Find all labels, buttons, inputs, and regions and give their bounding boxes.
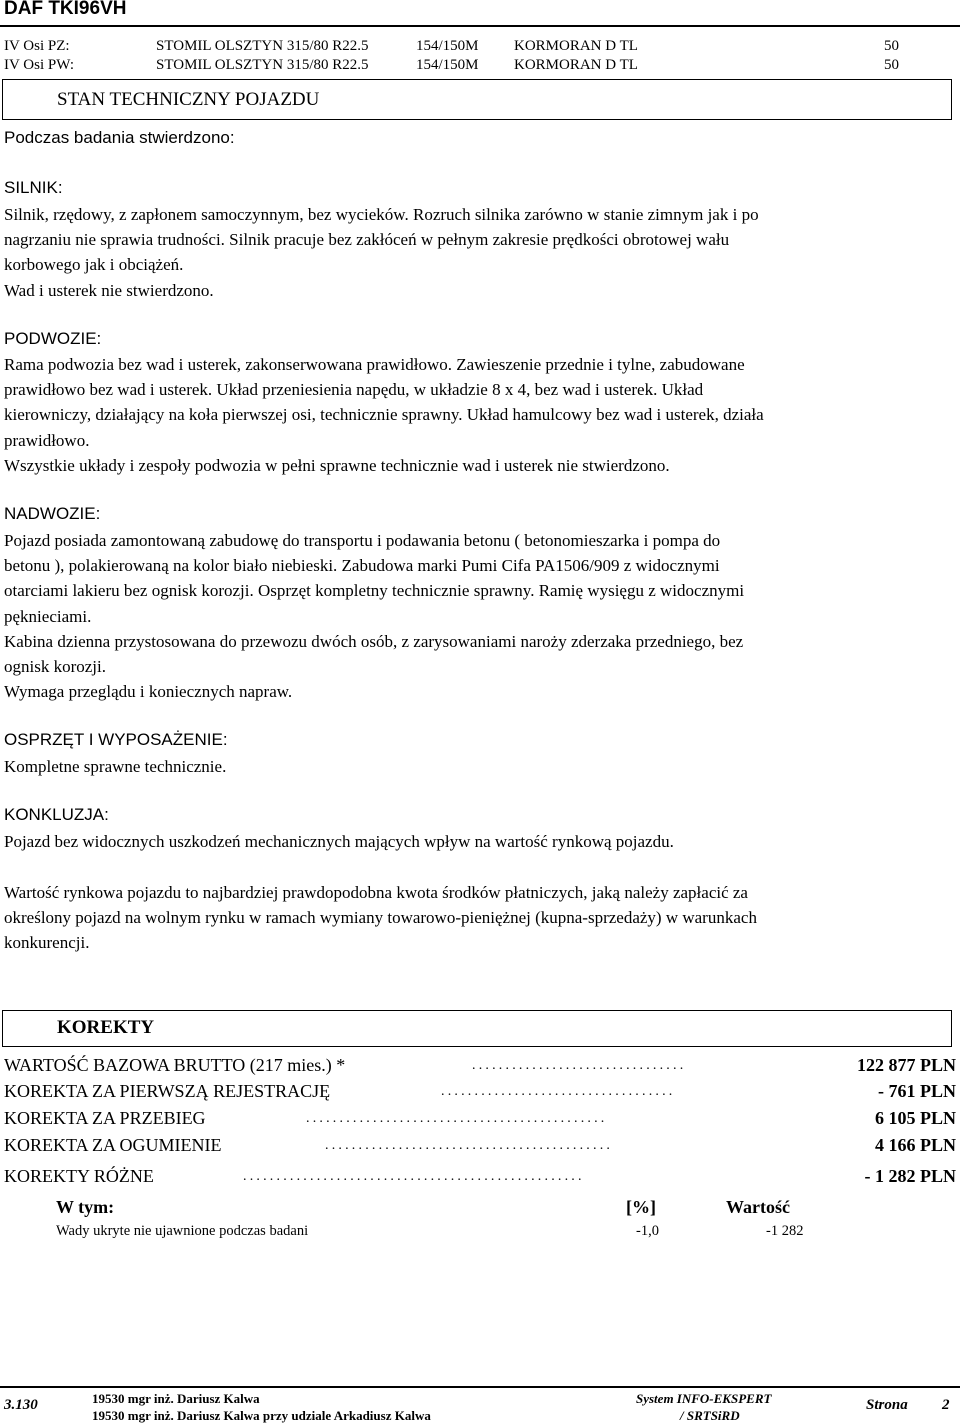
text-line: Wszystkie układy i zespoły podwozia w pełni sprawne technicznie wad i usterek nie stwierdzono. [4, 455, 670, 475]
text-line: Pojazd bez widocznych uszkodzeń mechanicznych mających wpływ na wartość rynkową pojazdu. [4, 832, 674, 851]
detail-header-label: W tym: [56, 1197, 115, 1217]
document-title: DAF TKI96VH [4, 0, 127, 19]
tire-model: KORMORAN D TL [514, 38, 638, 54]
tire-percent: 50 [884, 38, 899, 54]
text-line: nagrzaniu nie sprawia trudności. Silnik pracuje bez zakłóceń w pełnym zakresie prędkości obrotowej wału [4, 230, 730, 250]
text-line: prawidłowo. [4, 430, 90, 450]
intro-text: Podczas badania stwierdzono: [4, 128, 235, 147]
section-body-nadwozie [4, 528, 954, 704]
tire-index: 154/150M [416, 38, 479, 54]
text-line: ognisk korozji. [4, 657, 106, 677]
text-line: Rama podwozia bez wad i usterek, zakonserwowana prawidłowo. Zawieszenie przednie i tylne, zabudowane [4, 355, 745, 374]
korekty-row-label: KOREKTA ZA OGUMIENIE [4, 1135, 222, 1155]
text-line: kierowniczy, działający na koła pierwszej osi, technicznie sprawny. Układ hamulcowy bez wad i usterek, działa [4, 405, 764, 425]
tire-model: KORMORAN D TL [514, 57, 638, 73]
korekty-row-value: 6 105 PLN [875, 1108, 956, 1128]
korekty-title: KOREKTY [57, 1017, 155, 1038]
text-line: Kompletne sprawne technicznie. [4, 757, 227, 776]
market-value-definition [4, 880, 954, 956]
section-body-konkluzja [4, 829, 954, 854]
section-title-silnik: SILNIK: [4, 178, 63, 197]
header-rule [0, 25, 960, 27]
tire-axle-label: IV Osi PZ: [4, 38, 70, 54]
leader-dots: ............................................. [306, 1111, 608, 1126]
text-line: korbowego jak i obciążeń. [4, 255, 184, 275]
text-line: Wymaga przeglądu i koniecznych napraw. [4, 682, 293, 702]
section-body-silnik [4, 202, 954, 303]
section-title-konkluzja: KONKLUZJA: [4, 805, 109, 824]
text-line: Kabina dzienna przystosowana do przewozu dwóch osób, z zarysowaniami naroży zderzaka przedniego, bez [4, 631, 744, 651]
text-line: Silnik, rzędowy, z zapłonem samoczynnym, bez wycieków. Rozruch silnika zarówno w stanie zimnym jak i po [4, 205, 759, 224]
detail-row-value: -1 282 [766, 1223, 804, 1239]
text-line: określony pojazd na wolnym rynku w ramach wymiany towarowo-pieniężnej (kupna-sprzedaży) w warunkach [4, 908, 757, 928]
section-title-podwozie: PODWOZIE: [4, 329, 102, 348]
text-line: konkurencji. [4, 933, 90, 953]
korekty-row-label: KOREKTA ZA PRZEBIEG [4, 1108, 206, 1128]
footer-system-line2: / SRTSiRD [680, 1408, 740, 1423]
leader-dots: ................................ [472, 1058, 687, 1073]
korekty-row-label: WARTOŚĆ BAZOWA BRUTTO (217 mies.) * [4, 1055, 346, 1075]
footer-system-line1: System INFO-EKSPERT [636, 1391, 772, 1406]
detail-row-percent: -1,0 [636, 1223, 659, 1239]
leader-dots: ................................................... [243, 1169, 585, 1184]
korekty-row-value: - 761 PLN [878, 1081, 956, 1101]
section-body-podwozie [4, 352, 954, 478]
leader-dots: ........................................... [325, 1138, 614, 1153]
footer-author-line1: 19530 mgr inż. Dariusz Kalwa [92, 1391, 260, 1406]
detail-row-label: Wady ukryte nie ujawnione podczas badani [56, 1223, 309, 1239]
tire-percent: 50 [884, 57, 899, 73]
tire-index: 154/150M [416, 57, 479, 73]
text-line: betonu ), polakierowaną na kolor biało niebieski. Zabudowa marki Pumi Cifa PA1506/909 z widocznymi [4, 556, 720, 576]
korekty-row-value: 122 877 PLN [857, 1055, 956, 1075]
korekty-row-label: KOREKTY RÓŻNE [4, 1166, 154, 1186]
text-line: pęknieciami. [4, 606, 92, 626]
section-body-osprzet [4, 754, 954, 779]
section-title-osprzet: OSPRZĘT I WYPOSAŻENIE: [4, 730, 228, 749]
footer-author-line2: 19530 mgr inż. Dariusz Kalwa przy udziale Arkadiusz Kalwa [92, 1408, 431, 1423]
tire-brand: STOMIL OLSZTYN 315/80 R22.5 [156, 57, 369, 73]
stan-box [2, 79, 952, 120]
korekty-row-value: 4 166 PLN [875, 1135, 956, 1155]
korekty-box [2, 1010, 952, 1047]
text-line: Pojazd posiada zamontowaną zabudowę do transportu i podawania betonu ( betonomieszarka i pompa do [4, 531, 721, 550]
stan-title: STAN TECHNICZNY POJAZDU [57, 89, 320, 110]
korekty-row-label: KOREKTA ZA PIERWSZĄ REJESTRACJĘ [4, 1081, 331, 1101]
section-title-nadwozie: NADWOZIE: [4, 504, 101, 523]
leader-dots: ................................... [441, 1084, 676, 1099]
footer-rule [0, 1386, 960, 1388]
footer-page-code: 3.130 [4, 1397, 38, 1413]
footer-page-label: Strona [866, 1397, 908, 1413]
tire-axle-label: IV Osi PW: [4, 57, 75, 73]
text-line: otarciami lakieru bez ognisk korozji. Osprzęt kompletny technicznie sprawny. Ramię wysięgu z widocznymi [4, 581, 745, 601]
detail-header-value: Wartość [726, 1197, 790, 1217]
detail-header-percent: [%] [626, 1197, 656, 1217]
text-line: Wartość rynkowa pojazdu to najbardziej prawdopodobna kwota środków płatniczych, jaką należy zapłacić za [4, 883, 748, 902]
tire-brand: STOMIL OLSZTYN 315/80 R22.5 [156, 38, 369, 54]
text-line: prawidłowo bez wad i usterek. Układ przeniesienia napędu, w układzie 8 x 4, bez wad i usterek. Układ [4, 380, 704, 400]
text-line: Wad i usterek nie stwierdzono. [4, 280, 214, 300]
footer-page-number: 2 [942, 1397, 950, 1413]
korekty-row-value: - 1 282 PLN [864, 1166, 956, 1186]
